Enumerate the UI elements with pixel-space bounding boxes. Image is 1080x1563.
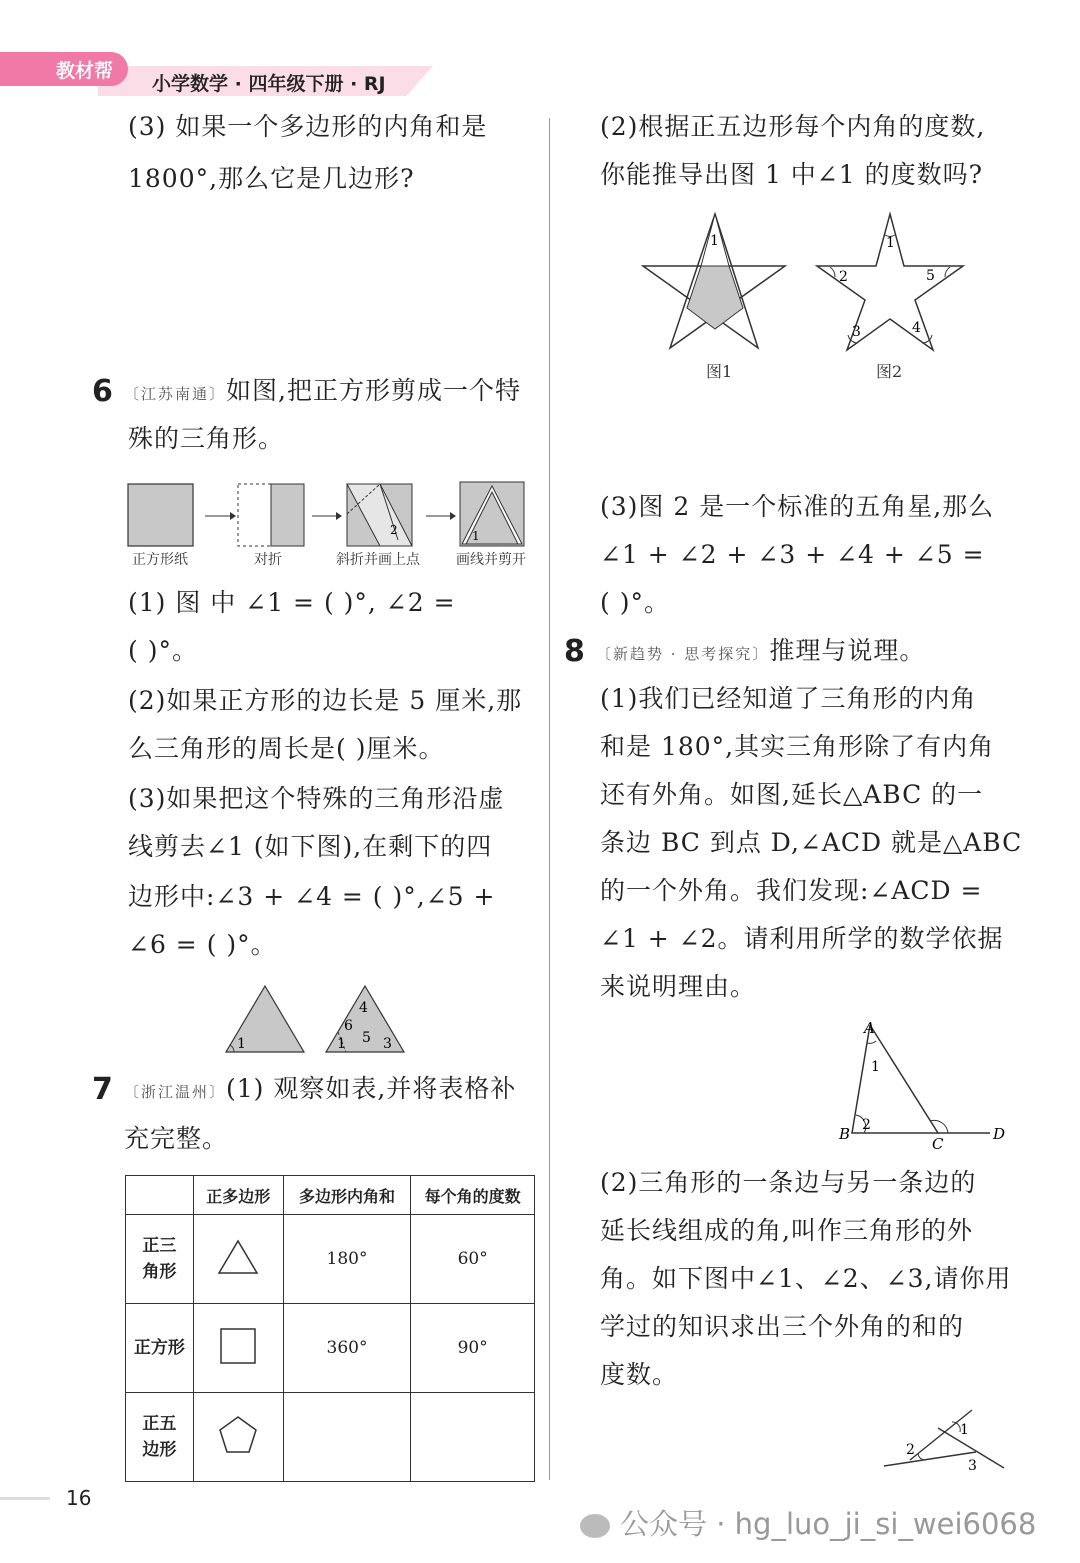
q7-3-line3: ( )°。	[600, 588, 670, 617]
table-header-cell: 多边形内角和	[283, 1176, 411, 1215]
q6-p2-line1: (2)如果正方形的边长是 5 厘米,那	[128, 686, 523, 715]
q6-p2-line2: 么三角形的周长是( )厘米。	[128, 734, 445, 763]
quad-label-4: 4	[359, 1000, 368, 1016]
vertex-b: B	[839, 1125, 851, 1143]
ext-label-1: 1	[960, 1422, 969, 1438]
q8-stem: 推理与说理。	[769, 636, 926, 665]
star2-label-4: 4	[912, 320, 921, 336]
page-number-line	[0, 1497, 50, 1500]
table-header-cell: 正多边形	[193, 1176, 283, 1215]
angle-label-2: 2	[390, 523, 398, 537]
q8-p2-line1: (2)三角形的一条边与另一条边的	[600, 1168, 977, 1197]
star-figures	[630, 205, 980, 355]
star1-label-1: 1	[710, 233, 719, 249]
vertex-a: A	[864, 1019, 875, 1037]
column-divider	[549, 118, 550, 1480]
table-row	[126, 1215, 535, 1304]
vertex-d: D	[993, 1125, 1006, 1143]
q8-p2-line4: 学过的知识求出三个外角的和的	[600, 1312, 965, 1341]
q6-source: 〔江苏南通〕	[124, 385, 227, 403]
polygon-table	[125, 1175, 535, 1482]
q7-stem-line2: 充完整。	[124, 1124, 229, 1153]
each-angle-cell: 90°	[411, 1304, 535, 1393]
row-name-cell: 正五 边形	[126, 1393, 194, 1482]
caption-diagonal-fold: 斜折并画上点	[336, 552, 420, 568]
q8-p1-line5: 的一个外角。我们发现:∠ACD =	[600, 876, 983, 905]
q6-triangles-figure	[220, 980, 420, 1056]
q8-p1-line3: 还有外角。如图,延长△ABC 的一	[600, 780, 984, 809]
star2-label-1: 1	[886, 235, 895, 251]
q6-p1-line1: (1) 图 中 ∠1 = ( )°, ∠2 =	[128, 588, 456, 617]
q6-p3-line3: 边形中:∠3 + ∠4 = ( )°,∠5 +	[128, 882, 496, 911]
abc-label-2: 2	[862, 1117, 871, 1133]
exterior-angles-figure	[880, 1408, 1010, 1474]
page-number: 16	[66, 1486, 92, 1510]
caption-square-paper: 正方形纸	[132, 552, 188, 568]
q7-number: 7	[92, 1072, 113, 1107]
q7-stem-line1	[124, 1074, 516, 1107]
star2-label-3: 3	[852, 324, 861, 340]
quad-label-5: 5	[362, 1030, 371, 1046]
caption-fold: 对折	[254, 552, 282, 568]
q8-p1-line7: 来说明理由。	[600, 972, 757, 1001]
q6-stem-line2: 殊的三角形。	[128, 424, 285, 453]
star2-label-2: 2	[839, 269, 848, 285]
pentagon-icon	[216, 1414, 260, 1456]
watermark: 公众号 · hg_luo_ji_si_wei6068	[580, 1502, 1036, 1543]
triangle-icon	[216, 1238, 260, 1276]
q6-number: 6	[92, 374, 113, 409]
folded-half-shape	[271, 484, 304, 546]
square-paper-shape	[128, 484, 193, 546]
q6-p3-line2: 线剪去∠1 (如下图),在剩下的四	[128, 832, 493, 861]
each-angle-cell[interactable]	[411, 1393, 535, 1482]
q5-3-line2: 1800°,那么它是几边形?	[128, 164, 415, 193]
quad-label-6: 6	[344, 1018, 353, 1034]
quad-label-1: 1	[337, 1036, 346, 1052]
q6-p3-line4: ∠6 = ( )°。	[128, 930, 277, 959]
folded-dashed-half	[238, 484, 271, 546]
q8-number: 8	[564, 634, 585, 669]
row-name-cell: 正方形	[126, 1304, 194, 1393]
sum-cell[interactable]	[283, 1393, 411, 1482]
q7-source: 〔浙江温州〕	[124, 1083, 227, 1101]
q8-p1-line2: 和是 180°,其实三角形除了有内角	[600, 732, 995, 761]
q6-stem1: 如图,把正方形剪成一个特	[226, 376, 521, 405]
angle-label-1: 1	[472, 529, 480, 543]
q8-source: 〔新趋势 · 思考探究〕	[596, 645, 770, 663]
triangle-abc-figure	[830, 1015, 1020, 1155]
shape-cell	[193, 1304, 283, 1393]
sum-cell: 360°	[283, 1304, 411, 1393]
q8-stem-line	[596, 636, 925, 669]
table-header-row	[126, 1176, 535, 1215]
q8-p1-line1: (1)我们已经知道了三角形的内角	[600, 684, 977, 713]
q8-p1-line4: 条边 BC 到点 D,∠ACD 就是△ABC	[600, 828, 1023, 857]
row-name-cell: 正三 角形	[126, 1215, 194, 1304]
table-header-cell	[126, 1176, 194, 1215]
table-row	[126, 1393, 535, 1482]
arrow-icon	[312, 512, 342, 520]
wechat-icon	[580, 1514, 610, 1538]
q5-3-line1: (3) 如果一个多边形的内角和是	[128, 112, 488, 141]
header-title: 小学数学 · 四年级下册 · RJ	[152, 73, 386, 95]
q8-p2-line2: 延长线组成的角,叫作三角形的外	[600, 1216, 973, 1245]
fig2-caption: 图2	[876, 362, 903, 381]
fig1-caption: 图1	[706, 362, 733, 381]
arrow-icon	[426, 512, 456, 520]
q7-2-line1: (2)根据正五边形每个内角的度数,	[600, 112, 986, 141]
vertex-c: C	[932, 1135, 944, 1153]
ext-label-2: 2	[906, 1442, 915, 1458]
q8-p2-line3: 角。如下图中∠1、∠2、∠3,请你用	[600, 1264, 1012, 1293]
q7-3-line1: (3)图 2 是一个标准的五角星,那么	[600, 492, 995, 521]
table-row	[126, 1304, 535, 1393]
header-tag: 教材帮	[56, 60, 114, 82]
q6-stem-line1	[124, 376, 521, 409]
shape-cell	[193, 1215, 283, 1304]
q6-p3-line1: (3)如果把这个特殊的三角形沿虚	[128, 784, 505, 813]
q8-p2-line5: 度数。	[600, 1360, 679, 1389]
star2-label-5: 5	[926, 268, 935, 284]
q7-3-line2: ∠1 + ∠2 + ∠3 + ∠4 + ∠5 =	[600, 540, 985, 569]
each-angle-cell: 60°	[411, 1215, 535, 1304]
caption-draw-cut: 画线并剪开	[456, 552, 526, 568]
sum-cell: 180°	[283, 1215, 411, 1304]
square-icon	[218, 1326, 258, 1366]
q6-p1-line2: ( )°。	[128, 636, 198, 665]
quad-label-3: 3	[383, 1036, 392, 1052]
q8-p1-line6: ∠1 + ∠2。请利用所学的数学依据	[600, 924, 1004, 953]
arrow-icon	[205, 512, 236, 520]
abc-label-1: 1	[871, 1059, 880, 1075]
ext-label-3: 3	[968, 1458, 977, 1474]
q7-stem1: (1) 观察如表,并将表格补	[226, 1074, 517, 1103]
shape-cell	[193, 1393, 283, 1482]
tri-label-1: 1	[237, 1036, 246, 1052]
table-header-cell: 每个角的度数	[411, 1176, 535, 1215]
q7-2-line2: 你能推导出图 1 中∠1 的度数吗?	[600, 160, 984, 189]
